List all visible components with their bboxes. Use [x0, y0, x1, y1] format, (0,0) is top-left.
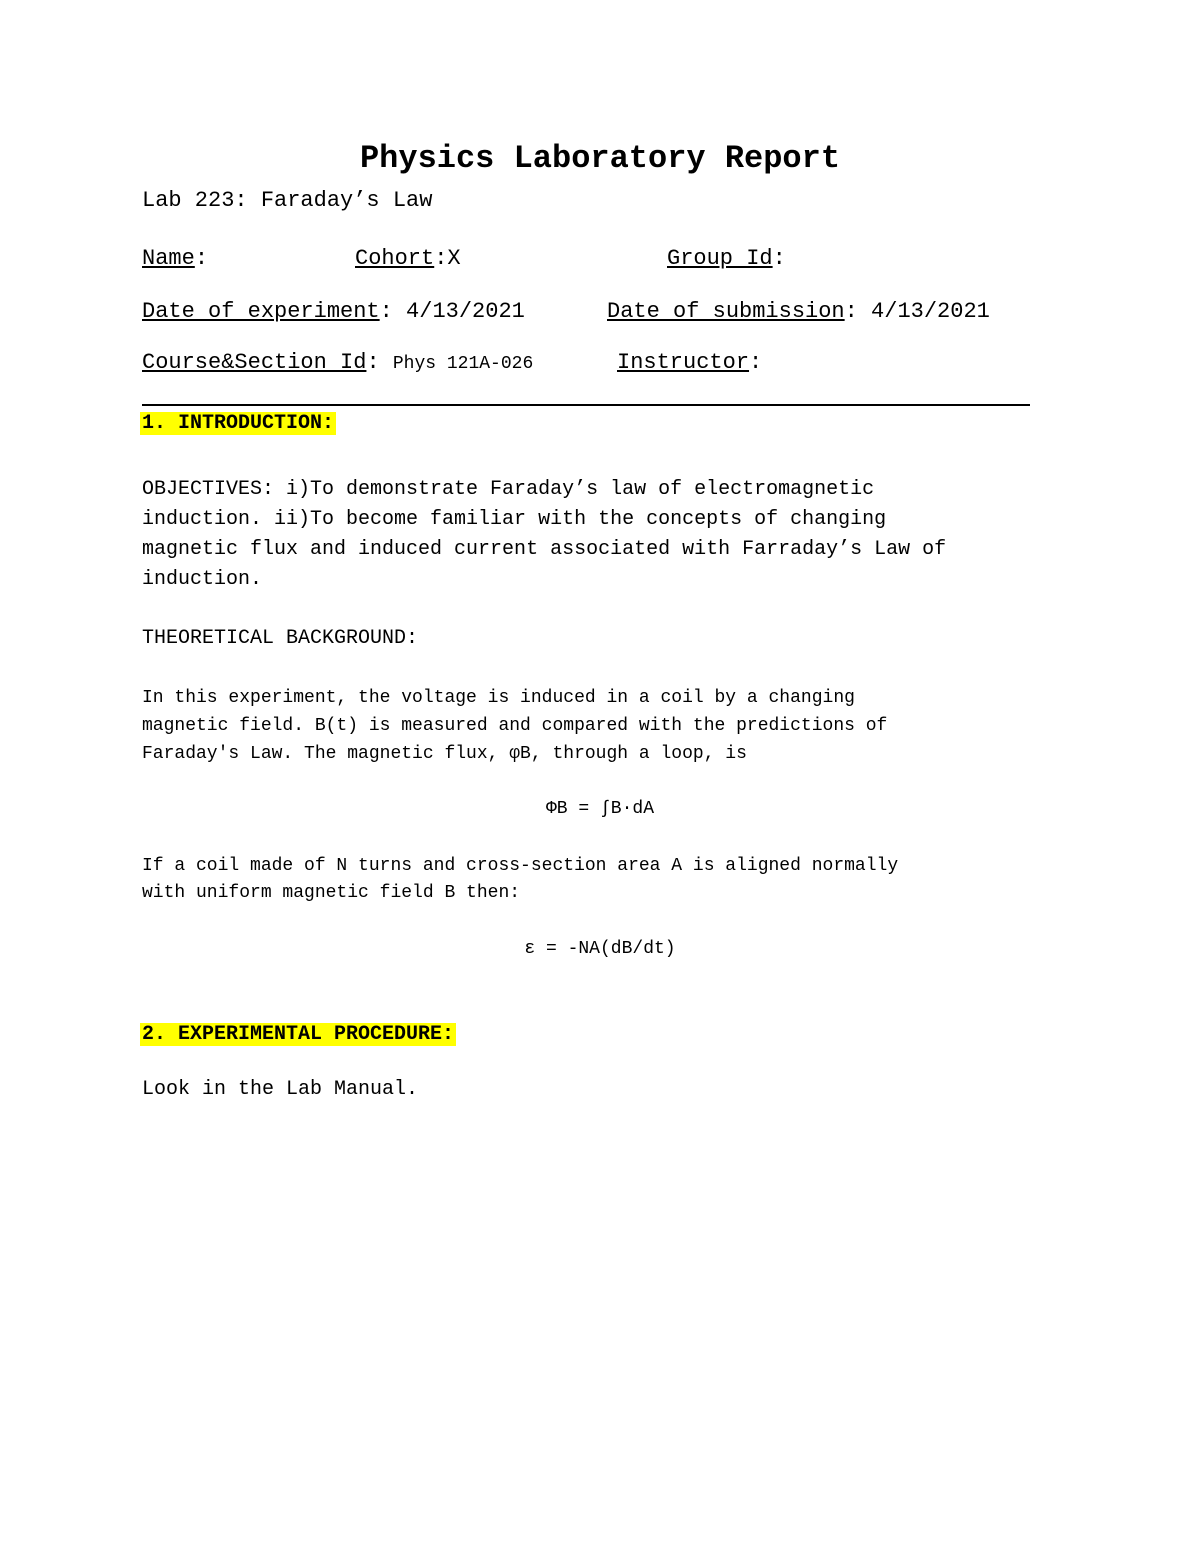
coil-line: with uniform magnetic field B then: [142, 883, 521, 903]
instructor-field [617, 350, 762, 375]
header-divider [142, 404, 1030, 406]
report-title: Physics Laboratory Report [359, 140, 841, 177]
group-field [667, 246, 786, 271]
date-experiment-label: Date of experiment [142, 299, 380, 324]
group-colon: : [772, 246, 786, 271]
theory-line: Faraday's Law. The magnetic flux, φB, through a loop, is [142, 744, 747, 764]
course-colon: : [366, 350, 393, 375]
lab-title: Lab 223: Faraday’s Law [142, 188, 433, 213]
cohort-colon: : [434, 246, 448, 271]
instructor-colon: : [749, 350, 763, 375]
cohort-label: Cohort [355, 246, 435, 271]
introduction-heading-wrap [140, 412, 336, 435]
date-submission-colon: : [844, 299, 872, 324]
objectives-line: induction. ii)To become familiar with the concepts of changing [142, 508, 887, 531]
objectives-line: OBJECTIVES: i)To demonstrate Faraday’s law of electromagnetic [142, 478, 875, 501]
group-label: Group Id [667, 246, 773, 271]
coil-line: If a coil made of N turns and cross-section area A is aligned normally [142, 856, 899, 876]
date-submission-label: Date of submission [607, 299, 845, 324]
objectives-line: magnetic flux and induced current associated with Farraday’s Law of [142, 538, 947, 561]
procedure-heading: 2. EXPERIMENTAL PROCEDURE: [142, 1023, 455, 1046]
theory-line: In this experiment, the voltage is induced in a coil by a changing [142, 688, 855, 708]
theory-line: magnetic field. B(t) is measured and compared with the predictions of [142, 716, 888, 736]
emf-equation: ε = -NA(dB/dt) [524, 939, 676, 959]
cohort-field [355, 246, 461, 271]
course-label: Course&Section Id [142, 350, 367, 375]
course-field [142, 350, 533, 375]
date-experiment-value: 4/13/2021 [406, 299, 525, 324]
name-field [142, 246, 208, 271]
date-experiment-colon: : [379, 299, 407, 324]
coil-paragraph [142, 853, 898, 907]
cohort-value: X [447, 246, 461, 271]
name-colon: : [194, 246, 209, 271]
procedure-heading-wrap [140, 1023, 456, 1046]
introduction-heading: 1. INTRODUCTION: [142, 412, 335, 435]
date-submission-value: 4/13/2021 [871, 299, 990, 324]
flux-equation: ΦB = ∫B·dA [545, 799, 655, 819]
date-experiment-field [142, 299, 525, 324]
date-submission-field [607, 299, 990, 324]
theory-heading: THEORETICAL BACKGROUND: [142, 627, 419, 650]
objectives-paragraph [142, 475, 946, 595]
name-label: Name [142, 246, 195, 271]
theory-paragraph [142, 684, 887, 768]
instructor-label: Instructor [617, 350, 750, 375]
course-value: Phys 121A-026 [392, 354, 534, 374]
procedure-text: Look in the Lab Manual. [142, 1078, 419, 1101]
objectives-line: induction. [142, 568, 263, 591]
